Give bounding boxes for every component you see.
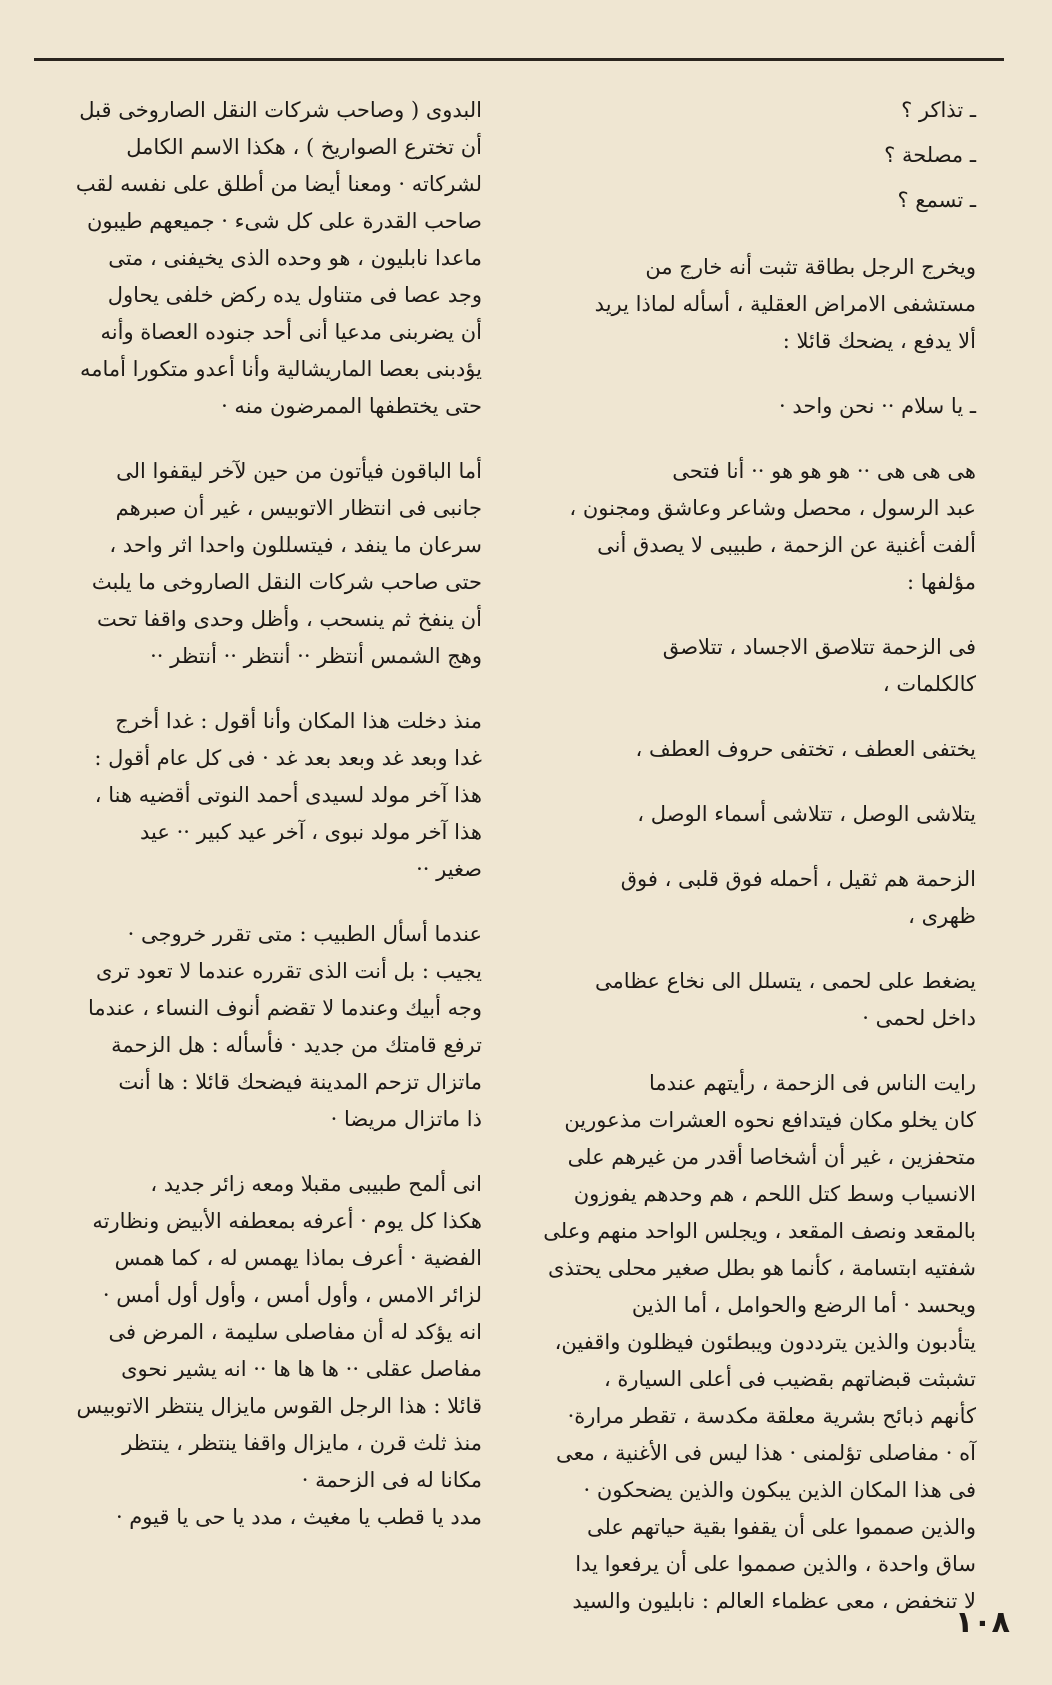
text-line: فى هذا المكان الذين يبكون والذين يضحكون ·: [583, 1478, 976, 1502]
text-line: عبد الرسول ، محصل وشاعر وعاشق ومجنون ،: [569, 496, 976, 520]
paragraph: [506, 92, 976, 129]
text-line: ألا يدفع ، يضحك قائلا :: [782, 329, 976, 353]
text-line: قائلا : هذا الرجل القوس مايزال ينتظر الاتوبيس: [76, 1394, 482, 1418]
text-line: وجه أبيك وعندما لا تقضم أنوف النساء ، عندما: [88, 996, 482, 1020]
text-line: فى الزحمة تتلاصق الاجساد ، تتلاصق: [662, 635, 976, 659]
paragraph: [506, 629, 976, 703]
text-line: حتى يختطفها الممرضون منه ·: [221, 394, 482, 418]
text-line: ساق واحدة ، والذين صمموا على أن يرفعوا يدا: [575, 1552, 976, 1576]
text-line: أن يضربنى مدعيا أنى أحد جنوده العصاة وأنه: [100, 320, 482, 344]
right-column: [506, 92, 976, 1648]
text-line: انى ألمح طبيبى مقبلا ومعه زائر جديد ،: [150, 1172, 482, 1196]
paragraph: [506, 388, 976, 425]
text-line: يضغط على لحمى ، يتسلل الى نخاع عظامى: [595, 969, 976, 993]
text-line: كالكلمات ،: [882, 672, 976, 696]
text-line: والذين صمموا على أن يقفوا بقية حياتهم على: [586, 1515, 976, 1539]
paragraph: [506, 796, 976, 833]
text-line: أن ينفخ ثم ينسحب ، وأظل وحدى واقفا تحت: [97, 607, 482, 631]
text-line: مفاصل عقلى ·· ها ها ها ·· انه يشير نحوى: [121, 1357, 482, 1381]
text-line: بالمقعد ونصف المقعد ، ويجلس الواحد منهم وعلى: [543, 1219, 976, 1243]
text-line: أما الباقون فيأتون من حين لآخر ليقفوا الى: [116, 459, 482, 483]
text-line: آه · مفاصلى تؤلمنى · هذا ليس فى الأغنية ، معى: [556, 1441, 976, 1465]
text-line: كان يخلو مكان فيتدافع نحوه العشرات مذعورين: [564, 1108, 976, 1132]
text-line: وهج الشمس أنتظر ·· أنتظر ·· أنتظر ··: [150, 644, 482, 668]
text-line: ماتزال تزحم المدينة فيضحك قائلا : ها أنت: [118, 1070, 482, 1094]
text-line: ـ تسمع ؟: [897, 188, 976, 212]
text-line: مدد يا قطب يا مغيث ، مدد يا حى يا قيوم ·: [115, 1505, 482, 1529]
text-line: يتأدبون والذين يترددون ويبطئون فيظلون واقفين،: [554, 1330, 976, 1354]
text-line: هى هى هى ·· هو هو هو ·· أنا فتحى: [672, 459, 976, 483]
paragraph: [506, 1065, 976, 1620]
text-line: ألفت أغنية عن الزحمة ، طبيبى لا يصدق أنى: [597, 533, 976, 557]
text-line: يتلاشى الوصل ، تتلاشى أسماء الوصل ،: [637, 802, 976, 826]
text-line: أن تخترع الصواريخ ) ، هكذا الاسم الكامل: [126, 135, 482, 159]
text-line: حتى صاحب شركات النقل الصاروخى ما يلبث: [91, 570, 482, 594]
text-line: غدا وبعد غد وبعد بعد غد · فى كل عام أقول :: [94, 746, 482, 770]
text-line: مكانا له فى الزحمة ·: [301, 1468, 482, 1492]
text-line: الانسياب وسط كتل اللحم ، هم وحدهم يفوزون: [573, 1182, 976, 1206]
text-line: يؤدبنى بعصا الماريشالية وأنا أعدو متكورا أمامه: [80, 357, 482, 381]
text-line: ماعدا نابليون ، هو وحده الذى يخيفنى ، متى: [108, 246, 482, 270]
text-line: رايت الناس فى الزحمة ، رأيتهم عندما: [649, 1071, 976, 1095]
text-line: صاحب القدرة على كل شىء · جميعهم طيبون: [86, 209, 482, 233]
text-line: جانبى فى انتظار الاتوبيس ، غير أن صبرهم: [115, 496, 482, 520]
text-line: متحفزين ، غير أن أشخاصا أقدر من غيرهم على: [567, 1145, 976, 1169]
text-line: لزائر الامس ، وأول أمس ، وأول أول أمس ·: [102, 1283, 482, 1307]
paragraph: [506, 963, 976, 1037]
text-line: الزحمة هم ثقيل ، أحمله فوق قلبى ، فوق: [620, 867, 976, 891]
text-line: منذ ثلث قرن ، مايزال واقفا ينتظر ، ينتظر: [122, 1431, 482, 1455]
text-line: ذا ماتزال مريضا ·: [330, 1107, 482, 1131]
text-line: لشركاته · ومعنا أيضا من أطلق على نفسه لقب: [75, 172, 482, 196]
text-line: يختفى العطف ، تختفى حروف العطف ،: [635, 737, 976, 761]
text-line: عندما أسأل الطبيب : متى تقرر خروجى ·: [127, 922, 482, 946]
text-line: منذ دخلت هذا المكان وأنا أقول : غدا أخرج: [115, 709, 482, 733]
text-line: ظهرى ،: [908, 904, 976, 928]
text-line: شفتيه ابتسامة ، كأنما هو بطل صغير محلى يحتذى: [547, 1256, 976, 1280]
text-line: يجيب : بل أنت الذى تقرره عندما لا تعود ترى: [95, 959, 482, 983]
text-line: داخل لحمى ·: [862, 1006, 976, 1030]
text-line: ويخرج الرجل بطاقة تثبت أنه خارج من: [645, 255, 976, 279]
text-line: لا تنخفض ، معى عظماء العالم : نابليون والسيد: [572, 1589, 976, 1613]
paragraph: [12, 1166, 482, 1536]
text-line: البدوى ( وصاحب شركات النقل الصاروخى قبل: [79, 98, 482, 122]
text-line: هذا آخر مولد نبوى ، آخر عيد كبير ·· عيد: [140, 820, 482, 844]
text-line: ويحسد · أما الرضع والحوامل ، أما الذين: [631, 1293, 976, 1317]
text-line: الفضية · أعرف بماذا يهمس له ، كما همس: [114, 1246, 482, 1270]
paragraph: [12, 92, 482, 425]
text-line: ـ مصلحة ؟: [884, 143, 976, 167]
paragraph: [506, 249, 976, 360]
text-line: انه يؤكد له أن مفاصلى سليمة ، المرض فى: [108, 1320, 482, 1344]
paragraph: [12, 703, 482, 888]
left-column: [12, 92, 482, 1564]
paragraph: [12, 453, 482, 675]
paragraph: [12, 916, 482, 1138]
text-line: هذا آخر مولد لسيدى أحمد النوتى أقضيه هنا ،: [94, 783, 482, 807]
paragraph: [506, 182, 976, 219]
text-line: مؤلفها :: [907, 570, 976, 594]
text-line: ـ تذاكر ؟: [901, 98, 976, 122]
text-line: وجد عصا فى متناول يده ركض خلفى يحاول: [107, 283, 482, 307]
text-line: تشبثت قبضاتهم بقضيب فى أعلى السيارة ،: [603, 1367, 976, 1391]
text-line: هكذا كل يوم · أعرفه بمعطفه الأبيض ونظارته: [92, 1209, 482, 1233]
paragraph: [506, 731, 976, 768]
text-line: صغير ··: [416, 857, 482, 881]
text-line: كأنهم ذبائح بشرية معلقة مكدسة ، تقطر مرارة·: [567, 1404, 976, 1428]
text-line: سرعان ما ينفد ، فيتسللون واحدا اثر واحد ،: [109, 533, 482, 557]
paragraph: [506, 137, 976, 174]
top-rule: [34, 58, 1004, 61]
text-line: ـ يا سلام ·· نحن واحد ·: [779, 394, 976, 418]
paragraph: [506, 861, 976, 935]
paragraph: [506, 453, 976, 601]
text-line: مستشفى الامراض العقلية ، أسأله لماذا يريد: [594, 292, 976, 316]
text-line: ترفع قامتك من جديد · فأسأله : هل الزحمة: [111, 1033, 482, 1057]
page-number: ١٠٨: [955, 1605, 1010, 1640]
